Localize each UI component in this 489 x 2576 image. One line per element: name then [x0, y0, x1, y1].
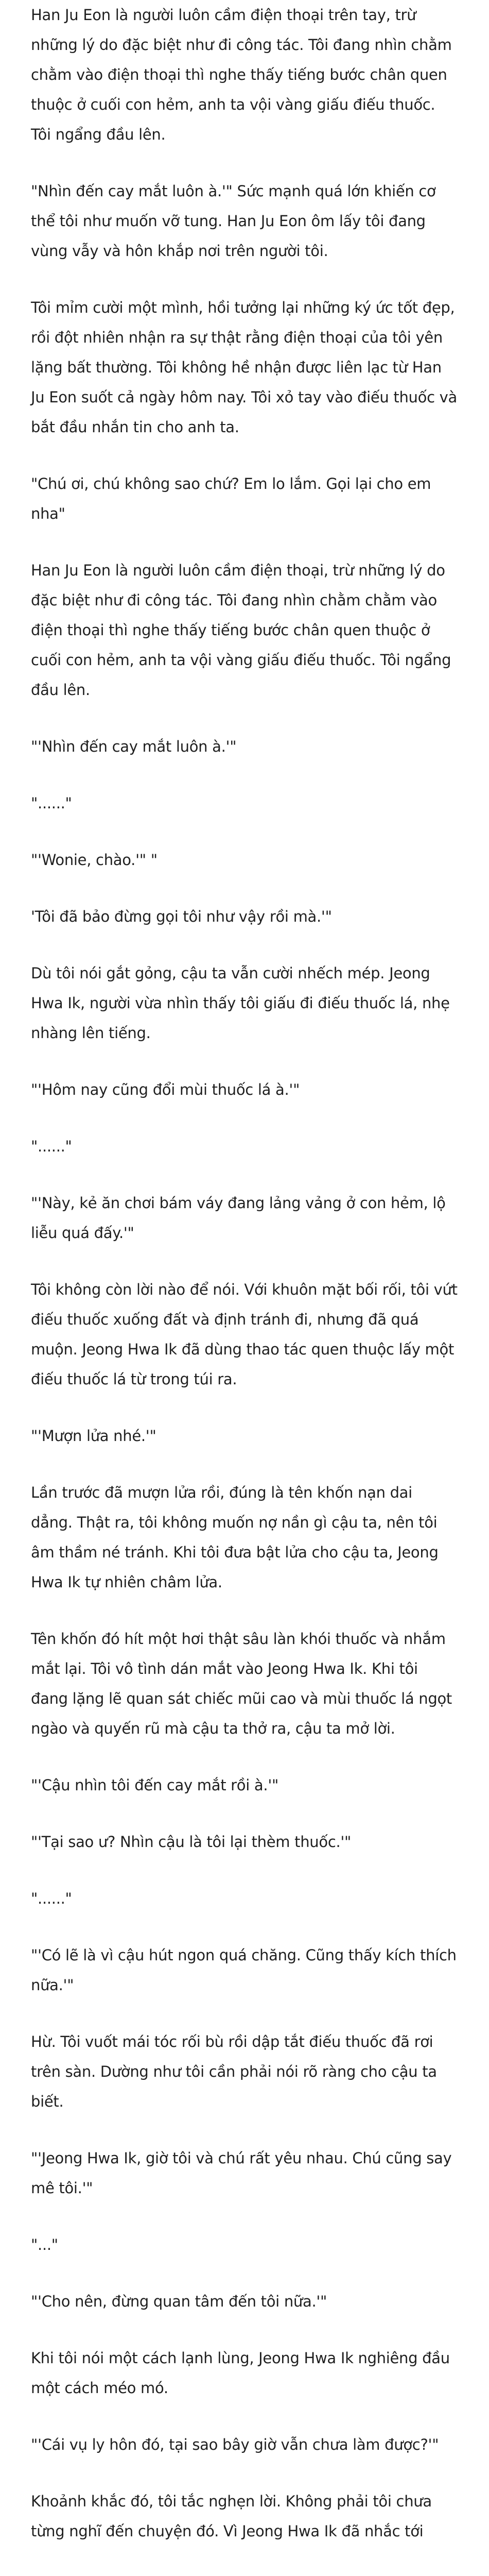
paragraph-17: Tên khốn đó hít một hơi thật sâu làn khói thuốc và nhắm mắt lại. Tôi vô tình dán mắt vào Jeong Hwa Ik. Khi tôi đang lặng lẽ quan sát chiếc mũi cao và mùi thuốc lá ngọt ngào và quyến rũ mà cậu ta thở ra, cậu ta mở lời.: [31, 1630, 457, 1737]
paragraph-24: "...": [31, 2236, 58, 2253]
paragraph-11: "'Hôm nay cũng đổi mùi thuốc lá à.'": [31, 1081, 300, 1098]
paragraph-19: "'Tại sao ư? Nhìn cậu là tôi lại thèm thuốc.'": [31, 1833, 352, 1851]
paragraph-12: "......": [31, 1138, 72, 1155]
paragraph-8: "'Wonie, chào.'" ": [31, 851, 158, 869]
paragraph-13: "'Này, kẻ ăn chơi bám váy đang lảng vảng ở con hẻm, lộ liễu quá đấy.'": [31, 1194, 450, 1242]
paragraph-6: "'Nhìn đến cay mắt luôn à.'": [31, 738, 237, 755]
paragraph-26: Khi tôi nói một cách lạnh lùng, Jeong Hwa Ik nghiêng đầu một cách méo mó.: [31, 2349, 455, 2397]
paragraph-5: Han Ju Eon là người luôn cầm điện thoại, trừ những lý do đặc biệt như đi công tác. Tôi đang nhìn chằm chằm vào điện thoại thì nghe thấy tiếng bước chân quen thuộc ở cuối con hẻm, anh ta vội vàng giấu điếu thuốc. Tôi ngẩng đầu lên.: [31, 562, 456, 699]
paragraph-28: Khoảnh khắc đó, tôi tắc nghẹn lời. Không phải tôi chưa từng nghĩ đến chuyện đó. Vì Jeong Hwa Ik đã nhắc tới: [31, 2493, 436, 2540]
paragraph-14: Tôi không còn lời nào để nói. Với khuôn mặt bối rối, tôi vứt điếu thuốc xuống đất và định tránh đi, nhưng đã quá muộn. Jeong Hwa Ik đã dùng thao tác quen thuộc lấy một điếu thuốc lá từ trong túi ra.: [31, 1281, 462, 1388]
paragraph-2: "Nhìn đến cay mắt luôn à.'" Sức mạnh quá lớn khiến cơ thể tôi như muốn vỡ tung. Han Ju Eon ôm lấy tôi đang vùng vẫy và hôn khắp nơi trên người tôi.: [31, 182, 441, 260]
paragraph-18: "'Cậu nhìn tôi đến cay mắt rồi à.'": [31, 1776, 279, 1794]
paragraph-3: Tôi mỉm cười một mình, hồi tưởng lại những ký ức tốt đẹp, rồi đột nhiên nhận ra sự thật rằng điện thoại của tôi yên lặng bất thường. Tôi không hề nhận được liên lạc từ Han Ju Eon suốt cả ngày hôm nay. Tôi xỏ tay vào điếu thuốc và bắt đầu nhắn tin cho anh ta.: [31, 299, 462, 436]
paragraph-25: "'Cho nên, đừng quan tâm đến tôi nữa.'": [31, 2293, 327, 2310]
paragraph-23: "'Jeong Hwa Ik, giờ tôi và chú rất yêu nhau. Chú cũng say mê tôi.'": [31, 2149, 457, 2197]
paragraph-1: Han Ju Eon là người luôn cầm điện thoại trên tay, trừ những lý do đặc biệt như đi công tác. Tôi đang nhìn chằm chằm vào điện thoại thì nghe thấy tiếng bước chân quen thuộc ở cuối con hẻm, anh ta vội vàng giấu điếu thuốc. Tôi ngẩng đầu lên.: [31, 6, 457, 143]
paragraph-21: "'Có lẽ là vì cậu hút ngon quá chăng. Cũng thấy kích thích nữa.'": [31, 1946, 461, 1994]
paragraph-7: "......": [31, 794, 72, 812]
paragraph-4: "Chú ơi, chú không sao chứ? Em lo lắm. Gọi lại cho em nha": [31, 475, 436, 522]
paragraph-16: Lần trước đã mượn lửa rồi, đúng là tên khốn nạn dai dẳng. Thật ra, tôi không muốn nợ nần gì cậu ta, nên tôi âm thầm né tránh. Khi tôi đưa bật lửa cho cậu ta, Jeong Hwa Ik tự nhiên châm lửa.: [31, 1484, 443, 1591]
paragraph-20: "......": [31, 1890, 72, 1907]
paragraph-10: Dù tôi nói gắt gỏng, cậu ta vẫn cười nhếch mép. Jeong Hwa Ik, người vừa nhìn thấy tôi giấu đi điếu thuốc lá, nhẹ nhàng lên tiếng.: [31, 964, 455, 1042]
paragraph-27: "'Cái vụ ly hôn đó, tại sao bây giờ vẫn chưa làm được?'": [31, 2436, 439, 2453]
paragraph-15: "'Mượn lửa nhé.'": [31, 1427, 156, 1445]
paragraph-22: Hừ. Tôi vuốt mái tóc rối bù rồi dập tắt điếu thuốc đã rơi trên sàn. Dường như tôi cần phải nói rõ ràng cho cậu ta biết.: [31, 2033, 442, 2110]
paragraph-9: 'Tôi đã bảo đừng gọi tôi như vậy rồi mà.'": [31, 908, 332, 925]
